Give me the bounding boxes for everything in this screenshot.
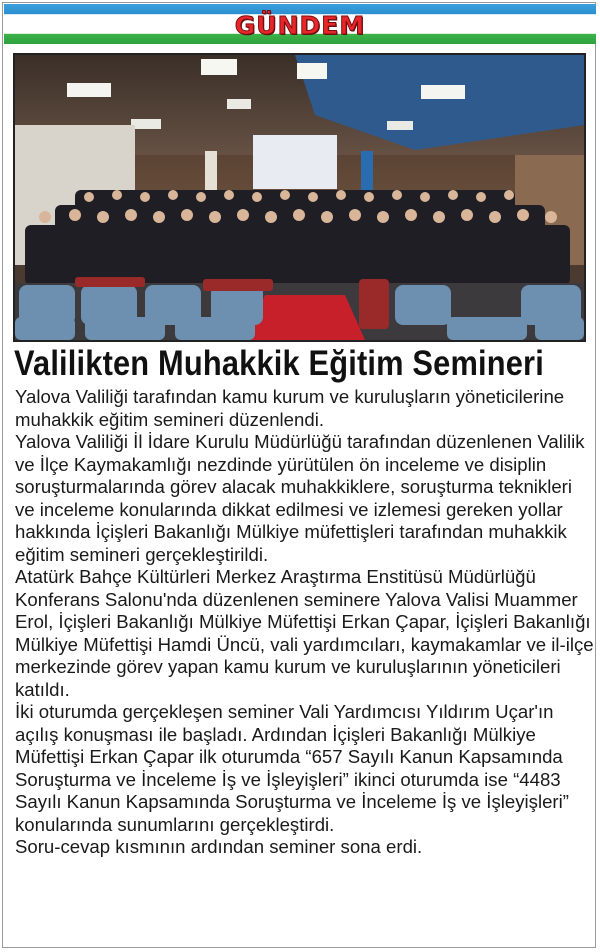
group-photo-icon [15,55,584,340]
article-paragraph: Yalova Valiliği İl İdare Kurulu Müdürlüğü tarafından düzenlenen Valilik ve İlçe Kaymakamlığı nezdinde yürütülen ön inceleme ve disiplin soruşturmalarında görev alacak muhakkiklere, soruşturma teknikleri ve inceleme konularında dikkat edilmesi ve izlemesi gereken yollar hakkında İçişleri Bakanlığı Mülkiye müfettişleri tarafından muhakkik eğitim semineri gerçekleştirildi. [15,431,585,565]
article-photo [13,53,586,342]
article-body [15,386,595,859]
article-headline: Valilikten Muhakkik Eğitim Semineri [14,344,544,383]
article-paragraph: Yalova Valiliği tarafından kamu kurum ve kuruluşların yöneticilerine muhakkik eğitim semineri düzenlendi. [15,386,565,430]
article-paragraph: Soru-cevap kısmının ardından seminer sona erdi. [15,836,423,857]
article-paragraph: İki oturumda gerçekleşen seminer Vali Yardımcısı Yıldırım Uçar'ın açılış konuşması ile başladı. Ardından İçişleri Bakanlığı Mülkiye Müfettişi Erkan Çapar ilk oturumda “657 Sayılı Kanun Kapsamında Soruşturma ve İnceleme İş ve İşleyişleri” ikinci oturumda ise “4483 Sayılı Kanun Kapsamında Soruşturma ve İnceleme İş ve İşleyişleri” konularında sunumlarını gerçekleştirdi. [15,701,569,835]
section-title: GÜNDEM [234,11,366,40]
section-banner [4,4,596,44]
article-paragraph: Atatürk Bahçe Kültürleri Merkez Araştırma Enstitüsü Müdürlüğü Konferans Salonu'nda düzenlenen seminere Yalova Valisi Muammer Erol, İçişleri Bakanlığı Mülkiye Müfettişi Erkan Çapar, İçişleri Bakanlığı Mülkiye Müfettişi Hamdi Üncü, vali yardımcıları, kaymakamlar ve il-ilçe merkezinde görev yapan kamu kurum ve kuruluşlarının yöneticileri katıldı. [15,566,594,700]
